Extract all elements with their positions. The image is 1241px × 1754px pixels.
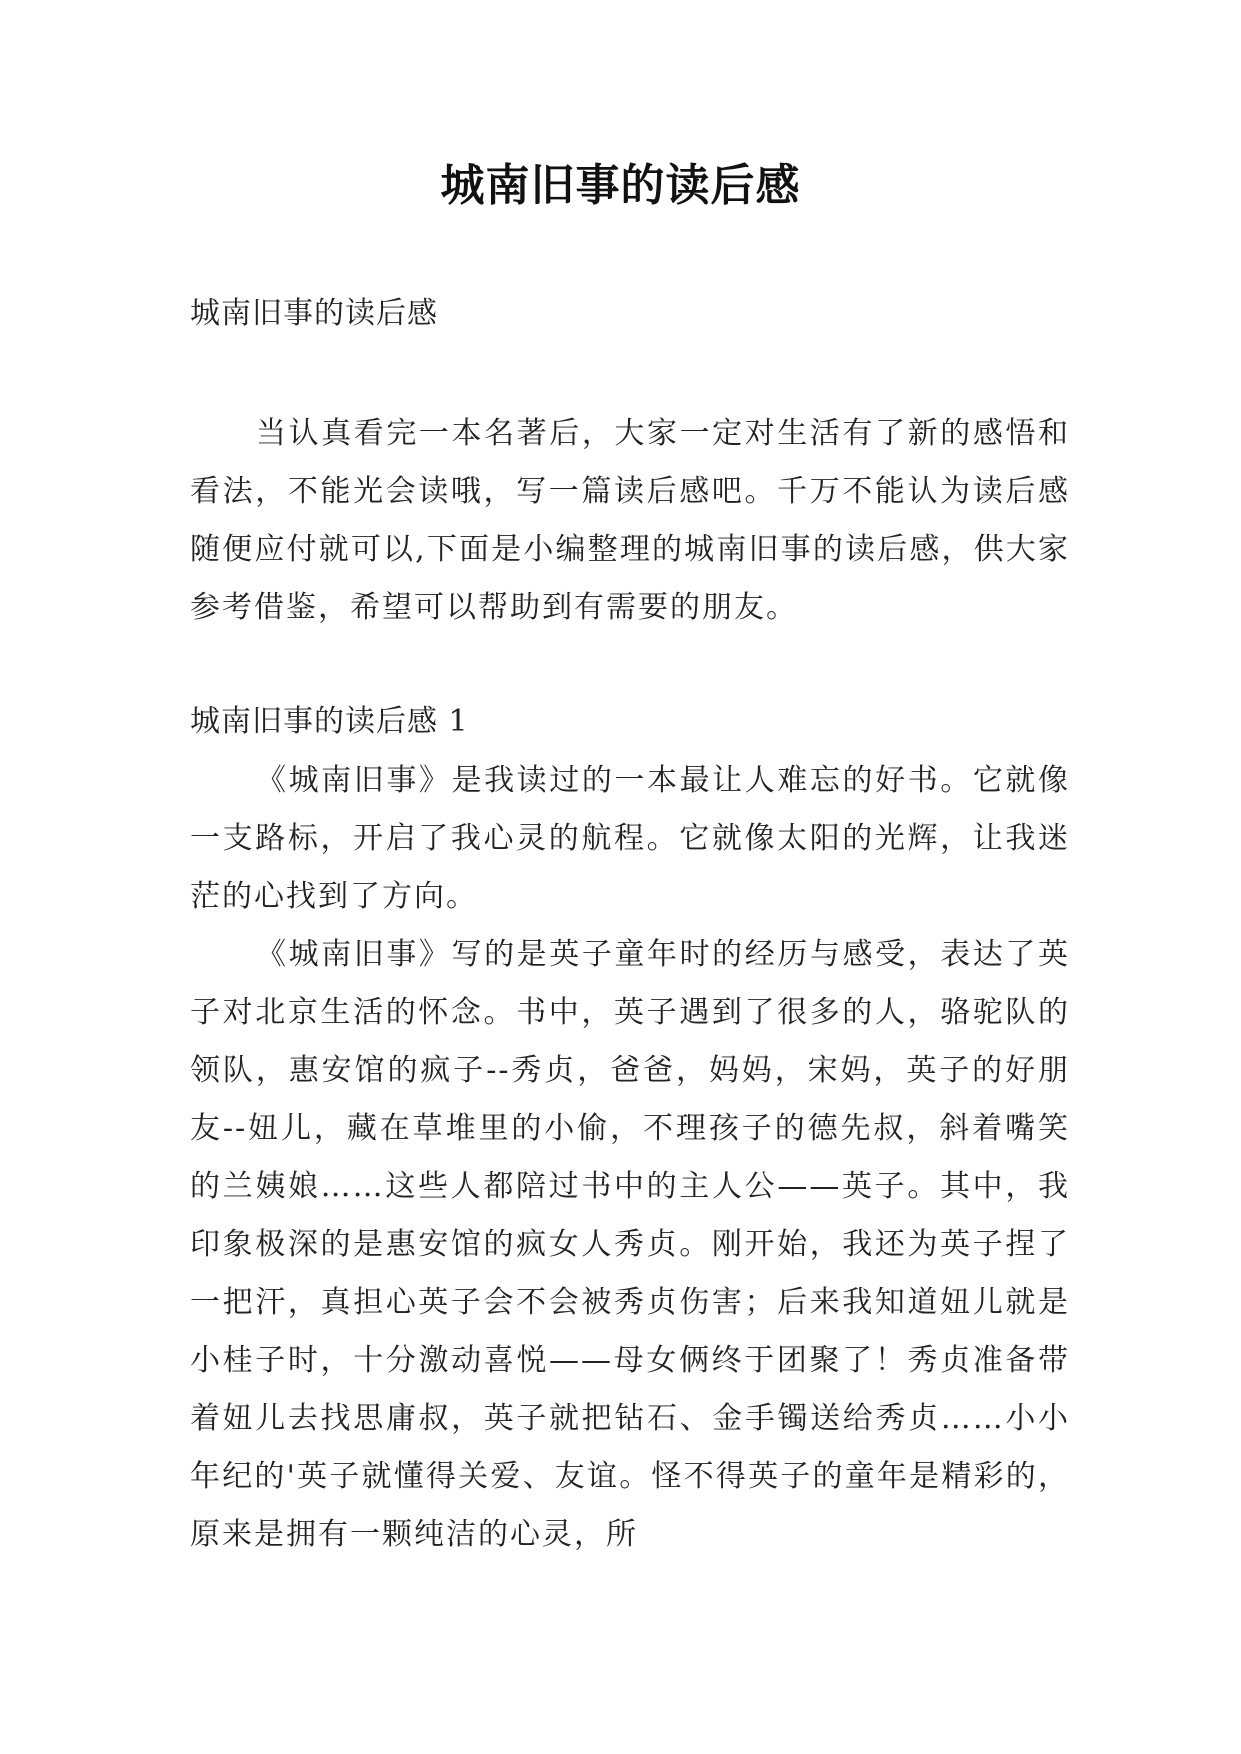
intro-paragraph: 当认真看完一本名著后，大家一定对生活有了新的感悟和看法，不能光会读哦，写一篇读后感吧。千万不能认为读后感随便应付就可以,下面是小编整理的城南旧事的读后感，供大家参考借鉴，希望可以帮助到有需要的朋友。	[190, 416, 1070, 625]
body-text	[190, 752, 1070, 1564]
document-subtitle: 城南旧事的读后感	[190, 296, 438, 331]
body-paragraph: 《城南旧事》写的是英子童年时的经历与感受，表达了英子对北京生活的怀念。书中，英子遇到了很多的人，骆驼队的领队，惠安馆的疯子--秀贞，爸爸，妈妈，宋妈，英子的好朋友--妞儿，藏在草堆里的小偷，不理孩子的德先叔，斜着嘴笑的兰姨娘……这些人都陪过书中的主人公——英子。其中，我印象极深的是惠安馆的疯女人秀贞。刚开始，我还为英子捏了一把汗，真担心英子会不会被秀贞伤害；后来我知道妞儿就是小桂子时，十分激动喜悦——母女俩终于团聚了！秀贞准备带着妞儿去找思庸叔，英子就把钻石、金手镯送给秀贞……小小年纪的'英子就懂得关爱、友谊。怪不得英子的童年是精彩的，原来是拥有一颗纯洁的心灵，所	[190, 937, 1070, 1552]
body-paragraph: 《城南旧事》是我读过的一本最让人难忘的好书。它就像一支路标，开启了我心灵的航程。它就像太阳的光辉，让我迷茫的心找到了方向。	[190, 763, 1070, 914]
section-heading: 城南旧事的读后感 1	[190, 704, 469, 739]
document-title: 城南旧事的读后感	[440, 160, 801, 211]
